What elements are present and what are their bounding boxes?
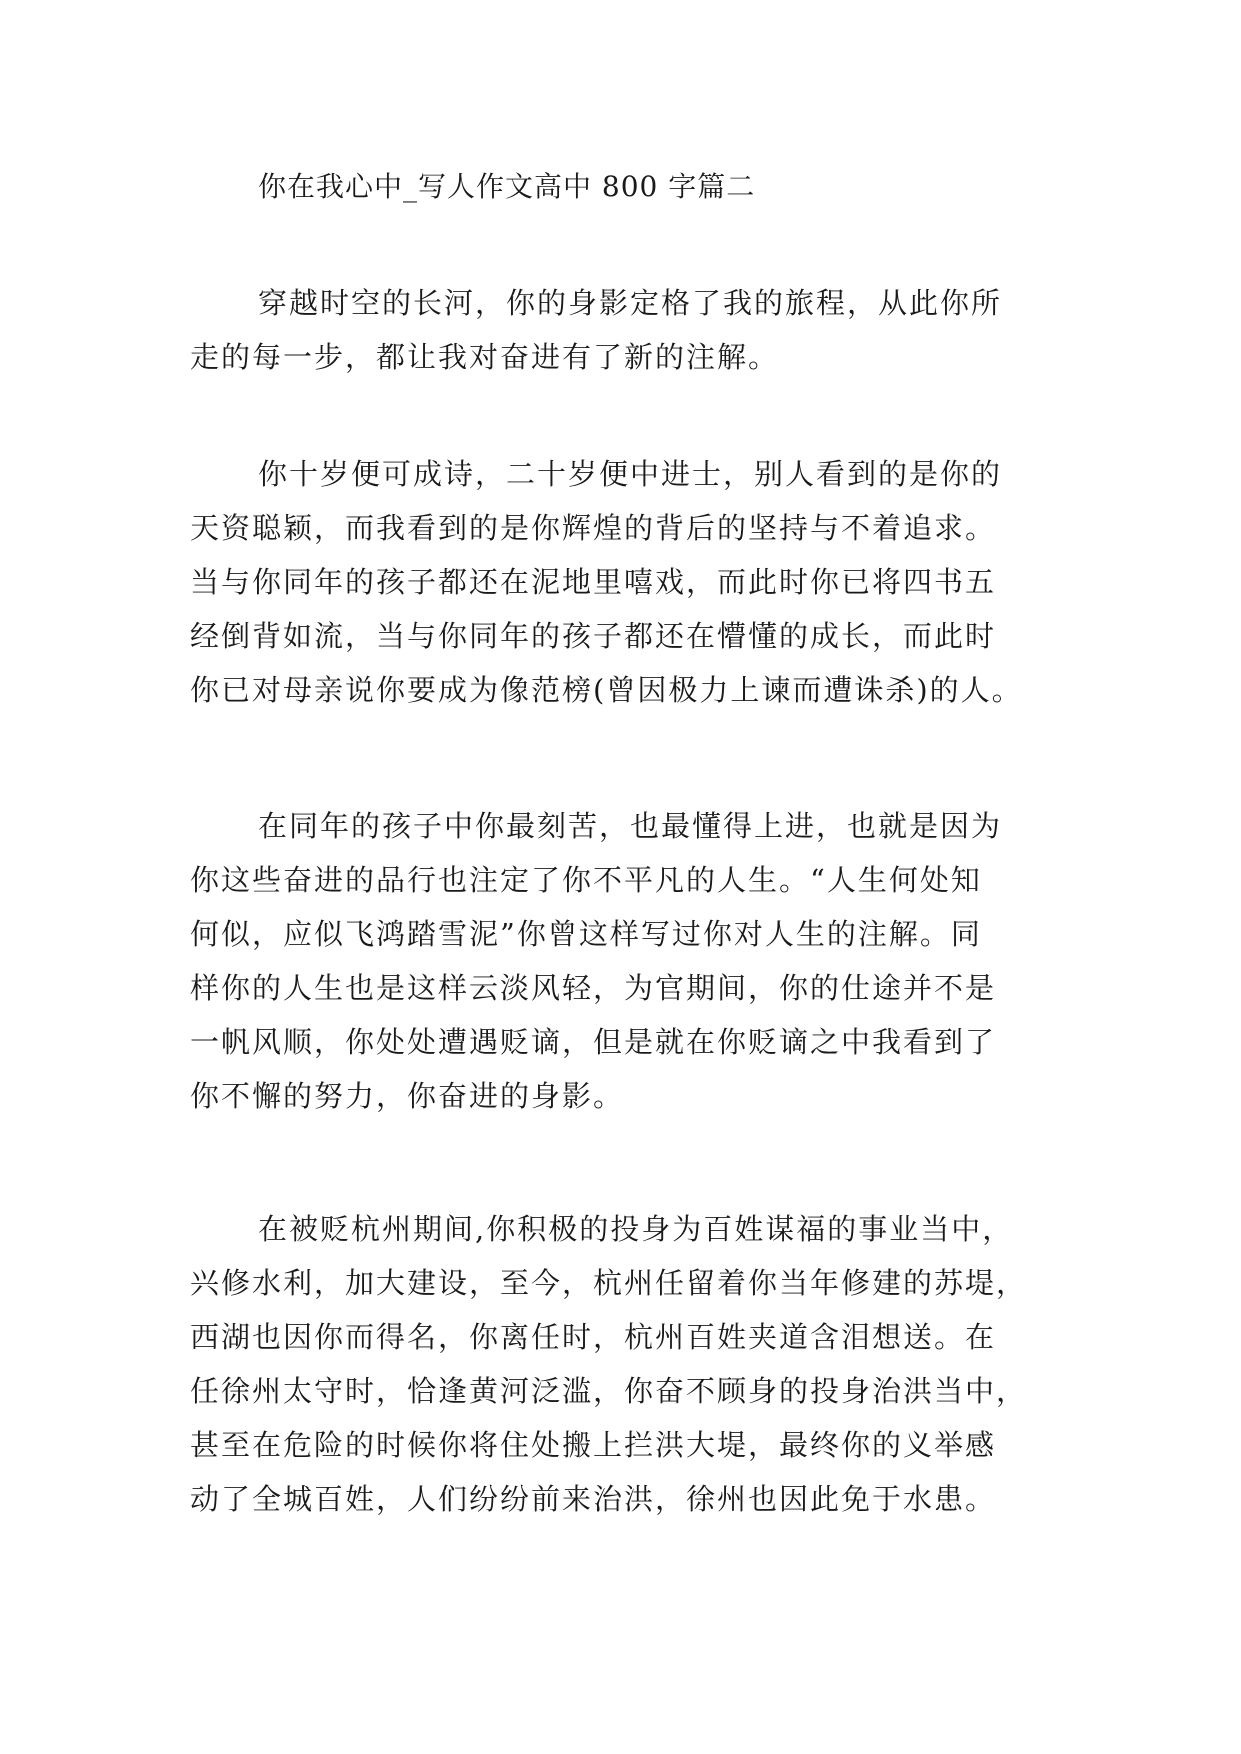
paragraph-line: 在被贬杭州期间,你积极的投身为百姓谋福的事业当中， [258, 1212, 1014, 1246]
paragraph-line: 当与你同年的孩子都还在泥地里嘻戏，而此时你已将四书五 [190, 565, 997, 599]
paragraph-line: 在同年的孩子中你最刻苦，也最懂得上进，也就是因为 [258, 809, 1003, 843]
paragraph-1 [190, 276, 1002, 384]
paragraph-line: 你十岁便可成诗，二十岁便中进士，别人看到的是你的 [258, 457, 1003, 491]
paragraph-line: 穿越时空的长河，你的身影定格了我的旅程，从此你所 [258, 286, 1003, 320]
paragraph-line: 兴修水利，加大建设，至今，杭州任留着你当年修建的苏堤， [190, 1266, 1028, 1300]
paragraph-line: 走的每一步，都让我对奋进有了新的注解。 [190, 340, 780, 374]
paragraph-line: 经倒背如流，当与你同年的孩子都还在懵懂的成长，而此时 [190, 619, 997, 653]
paragraph-line: 任徐州太守时，恰逢黄河泛滥，你奋不顾身的投身治洪当中， [190, 1374, 1028, 1408]
paragraph-line: 动了全城百姓，人们纷纷前来治洪，徐州也因此免于水患。 [190, 1482, 997, 1516]
paragraph-3 [190, 799, 1002, 1123]
paragraph-line: 你不懈的努力，你奋进的身影。 [190, 1079, 625, 1113]
paragraph-4 [190, 1202, 1027, 1526]
paragraph-line: 你已对母亲说你要成为像范榜(曾因极力上谏而遭诛杀)的人。 [190, 673, 1023, 707]
paragraph-line: 甚至在危险的时候你将住处搬上拦洪大堤，最终你的义举感 [190, 1428, 997, 1462]
paragraph-line: 何似，应似飞鸿踏雪泥”你曾这样写过你对人生的注解。同 [190, 917, 982, 951]
paragraph-line: 一帆风顺，你处处遭遇贬谪，但是就在你贬谪之中我看到了 [190, 1025, 997, 1059]
paragraph-line: 天资聪颖，而我看到的是你辉煌的背后的坚持与不着追求。 [190, 511, 997, 545]
paragraph-line: 样你的人生也是这样云淡风轻，为官期间，你的仕途并不是 [190, 971, 997, 1005]
paragraph-2 [190, 447, 1023, 717]
paragraph-line: 西湖也因你而得名，你离任时，杭州百姓夹道含泪想送。在 [190, 1320, 997, 1354]
paragraph-line: 你这些奋进的品行也注定了你不平凡的人生。“人生何处知 [190, 863, 982, 897]
document-title: 你在我心中_写人作文高中 800 字篇二 [258, 170, 756, 203]
